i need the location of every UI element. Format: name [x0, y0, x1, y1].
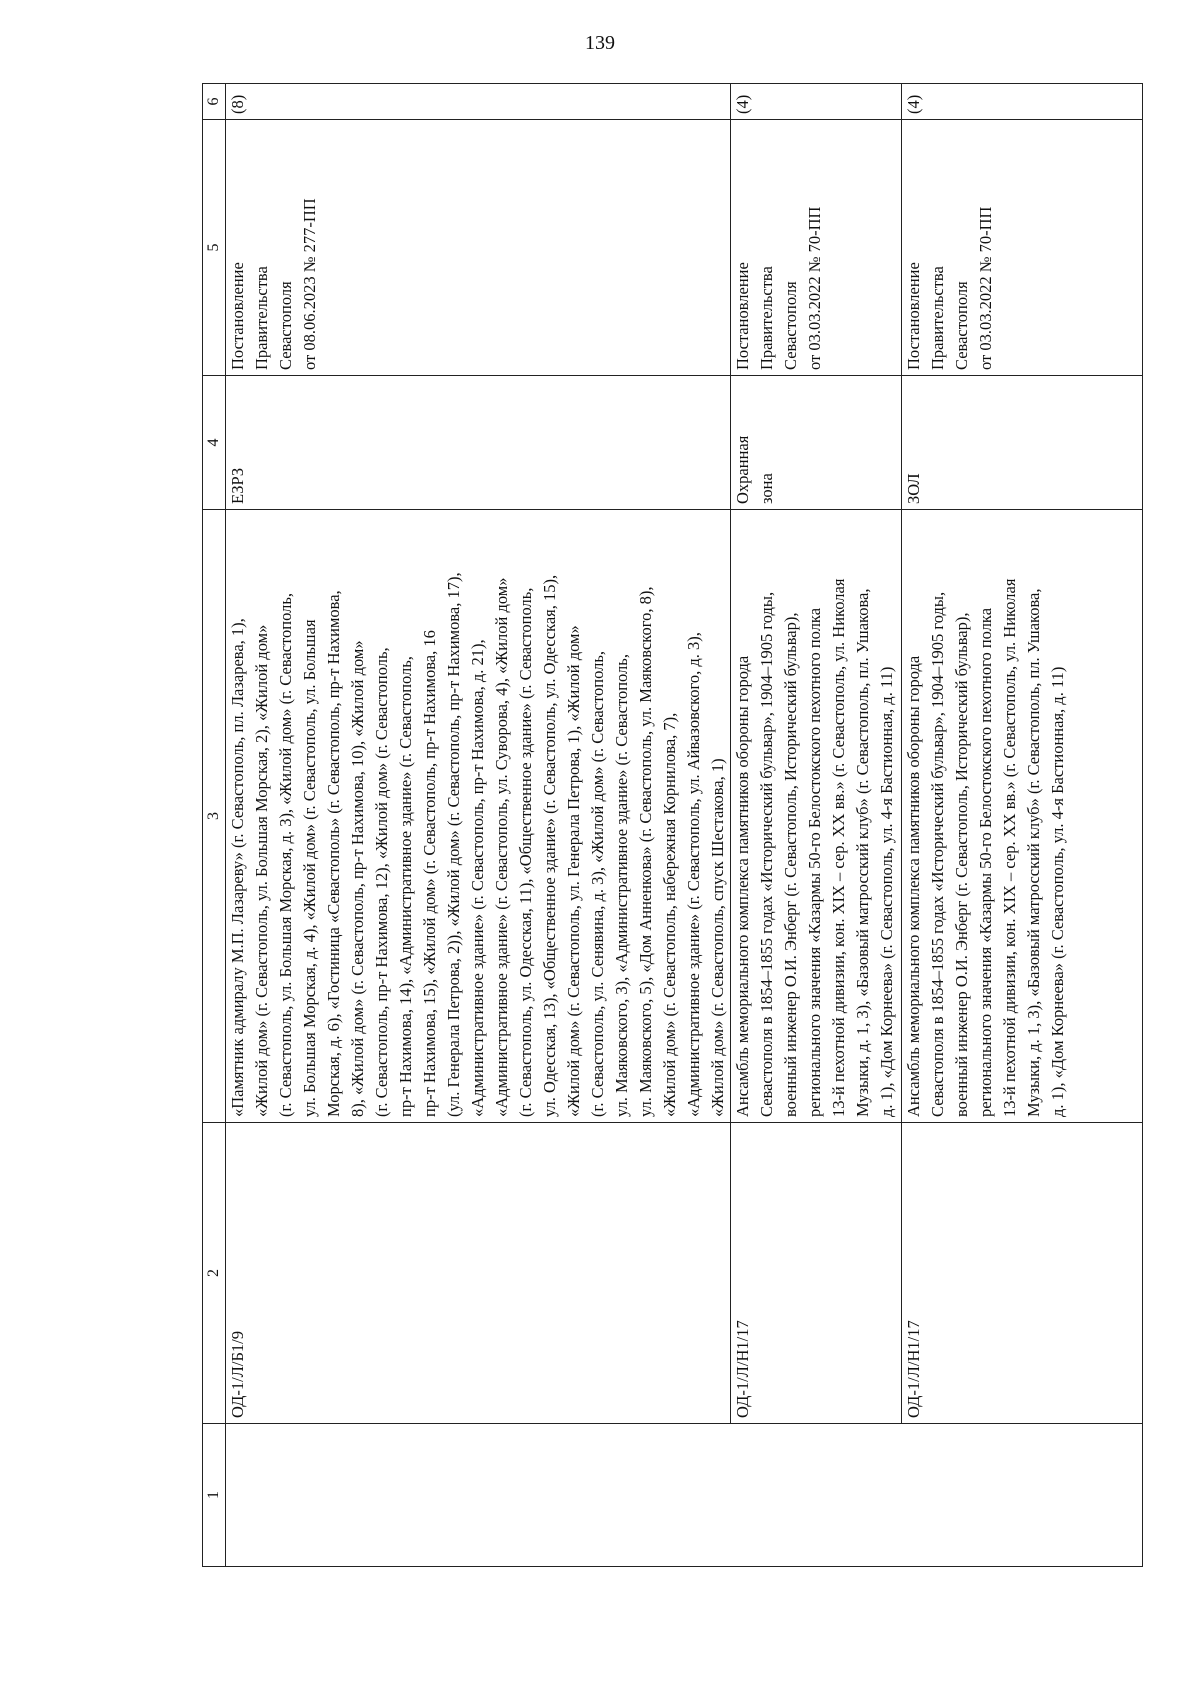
rotated-table-container	[202, 90, 1067, 1567]
header-col-2: 2	[203, 1123, 226, 1424]
cell-text-line: Севастополя в 1854–1855 годах «Исторический бульвар», 1904–1905 годы,	[928, 591, 947, 1117]
object-description-cell	[731, 510, 902, 1123]
object-code-cell: ОД-1/Л/Н1/17	[731, 1123, 902, 1424]
cell-text-line: (г. Севастополь, ул. Большая Морская, д. 3), «Жилой дом» (г. Севастополь,	[276, 592, 295, 1117]
header-col-6: 6	[203, 84, 226, 120]
header-col-3: 3	[203, 510, 226, 1123]
header-col-5: 5	[203, 120, 226, 376]
cell-text-line: (ул. Генерала Петрова, 2)), «Жилой дом» (г. Севастополь, пр-т Нахимова, 17),	[444, 572, 463, 1117]
cell-text-line: д. 1), «Дом Корнеева» (г. Севастополь, ул. 4-я Бастионная, д. 11)	[1048, 666, 1067, 1117]
table-row	[902, 84, 1143, 1567]
cell-text-line: Севастополя	[781, 281, 800, 370]
reference-cell: (8)	[226, 84, 731, 120]
cell-text-line: от 08.06.2023 № 277-ПП	[300, 198, 319, 370]
cell-text-line: Музыки, д. 1, 3), «Базовый матросский клуб» (г. Севастополь, пл. Ушакова,	[853, 588, 872, 1117]
object-code-cell: ОД-1/Л/Н1/17	[902, 1123, 1143, 1424]
cell-text-line: от 03.03.2022 № 70-ПП	[976, 206, 995, 370]
cell-text-line: ул. Маяковского, 3), «Административное здание» (г. Севастополь,	[612, 654, 631, 1117]
table-row	[731, 84, 902, 1567]
cell-text-line: Постановление	[904, 262, 923, 370]
cell-text-line: Ансамбль мемориального комплекса памятников обороны города	[904, 655, 923, 1117]
cell-text-line: военный инженер О.И. Энберг (г. Севастополь, Исторический бульвар),	[952, 612, 971, 1117]
regulation-cell	[902, 120, 1143, 376]
cell-text-line: Морская, д. 6), «Гостиница «Севастополь» (г. Севастополь, пр-т Нахимова,	[324, 590, 343, 1117]
page-number: 139	[585, 32, 615, 54]
cell-text-line: 13-й пехотной дивизии, кон. XIX – сер. XX вв.» (г. Севастополь, ул. Николая	[829, 578, 848, 1117]
cell-text-line: «Административное здание» (г. Севастополь, пр-т Нахимова, д. 21),	[468, 639, 487, 1117]
cell-text-line: «Жилой дом» (г. Севастополь, спуск Шестакова, 1)	[708, 758, 727, 1117]
regulation-cell	[731, 120, 902, 376]
cell-text-line: «Административное здание» (г. Севастополь, ул. Айвазовского, д. 3),	[684, 632, 703, 1117]
cell-text-line: пр-т Нахимова, 15), «Жилой дом» (г. Севастополь, пр-т Нахимова, 16	[420, 630, 439, 1117]
zone-type-cell	[226, 376, 731, 510]
cell-text-line: Севастополя в 1854–1855 годах «Исторический бульвар», 1904–1905 годы,	[757, 591, 776, 1117]
cell-text-line: (г. Севастополь, ул. Сенявина, д. 3), «Жилой дом» (г. Севастополь,	[588, 651, 607, 1117]
reference-cell: (4)	[731, 84, 902, 120]
zone-type-cell	[902, 376, 1143, 510]
cell-text-line: регионального значения «Казармы 50-го Белостокского пехотного полка	[976, 607, 995, 1117]
header-col-4: 4	[203, 376, 226, 510]
object-description-cell	[226, 510, 731, 1123]
cell-text-line: Охранная	[733, 435, 752, 504]
table-row	[226, 84, 731, 1567]
object-description-cell	[902, 510, 1143, 1123]
cell-text-line: 8), «Жилой дом» (г. Севастополь, пр-т Нахимова, 10), «Жилой дом»	[348, 640, 367, 1117]
zone-type-cell	[731, 376, 902, 510]
table-header-row	[203, 84, 226, 1567]
cell-text-line: от 03.03.2022 № 70-ПП	[805, 206, 824, 370]
cell-text-line: «Памятник адмиралу М.П. Лазареву» (г. Севастополь, пл. Лазарева, 1),	[228, 618, 247, 1117]
cell-text-line: Ансамбль мемориального комплекса памятников обороны города	[733, 655, 752, 1117]
cell-text-line: Севастополя	[276, 281, 295, 370]
regulation-cell	[226, 120, 731, 376]
cell-text-line: регионального значения «Казармы 50-го Белостокского пехотного полка	[805, 607, 824, 1117]
cell-col-1	[226, 1424, 1143, 1567]
cell-text-line: (г. Севастополь, ул. Одесская, 11), «Общественное здание» (г. Севастополь,	[516, 587, 535, 1117]
cell-text-line: Правительства	[757, 266, 776, 370]
cell-text-line: (г. Севастополь, пр-т Нахимова, 12), «Жилой дом» (г. Севастополь,	[372, 647, 391, 1117]
cell-text-line: д. 1), «Дом Корнеева» (г. Севастополь, ул. 4-я Бастионная, д. 11)	[877, 666, 896, 1117]
cell-text-line: Правительства	[252, 266, 271, 370]
cell-text-line: Музыки, д. 1, 3), «Базовый матросский клуб» (г. Севастополь, пл. Ушакова,	[1024, 588, 1043, 1117]
cell-text-line: Севастополя	[952, 281, 971, 370]
cell-text-line: 13-й пехотной дивизии, кон. XIX – сер. XX вв.» (г. Севастополь, ул. Николая	[1000, 578, 1019, 1117]
cell-text-line: «Административное здание» (г. Севастополь, ул. Суворова, 4), «Жилой дом»	[492, 577, 511, 1117]
cell-text-line: Постановление	[228, 262, 247, 370]
cell-text-line: военный инженер О.И. Энберг (г. Севастополь, Исторический бульвар),	[781, 612, 800, 1117]
rotated-table-frame	[202, 90, 1067, 1567]
cell-text-line: Постановление	[733, 262, 752, 370]
data-table	[202, 83, 1143, 1567]
cell-text-line: «Жилой дом» (г. Севастополь, ул. Генерала Петрова, 1), «Жилой дом»	[564, 625, 583, 1117]
cell-text-line: ул. Маяковского, 5), «Дом Анненкова» (г. Севастополь, ул. Маяковского, 8),	[636, 586, 655, 1117]
cell-text-line: «Жилой дом» (г. Севастополь, набережная Корнилова, 7),	[660, 712, 679, 1117]
reference-cell: (4)	[902, 84, 1143, 120]
cell-text-line: Правительства	[928, 266, 947, 370]
cell-text-line: «Жилой дом» (г. Севастополь, ул. Большая Морская, 2), «Жилой дом»	[252, 624, 271, 1117]
cell-text-line: пр-т Нахимова, 14), «Административное здание» (г. Севастополь,	[396, 656, 415, 1117]
cell-text-line: ул. Большая Морская, д. 4), «Жилой дом» (г. Севастополь, ул. Большая	[300, 619, 319, 1117]
cell-text-line: ул. Одесская, 13), «Общественное здание» (г. Севастополь, ул. Одесская, 15),	[540, 574, 559, 1117]
cell-text-line: ЗОЛ	[904, 473, 923, 504]
object-code-cell: ОД-1/Л/Б1/9	[226, 1123, 731, 1424]
cell-text-line: ЕЗРЗ	[228, 467, 247, 504]
cell-text-line: зона	[757, 473, 776, 504]
header-col-1: 1	[203, 1424, 226, 1567]
